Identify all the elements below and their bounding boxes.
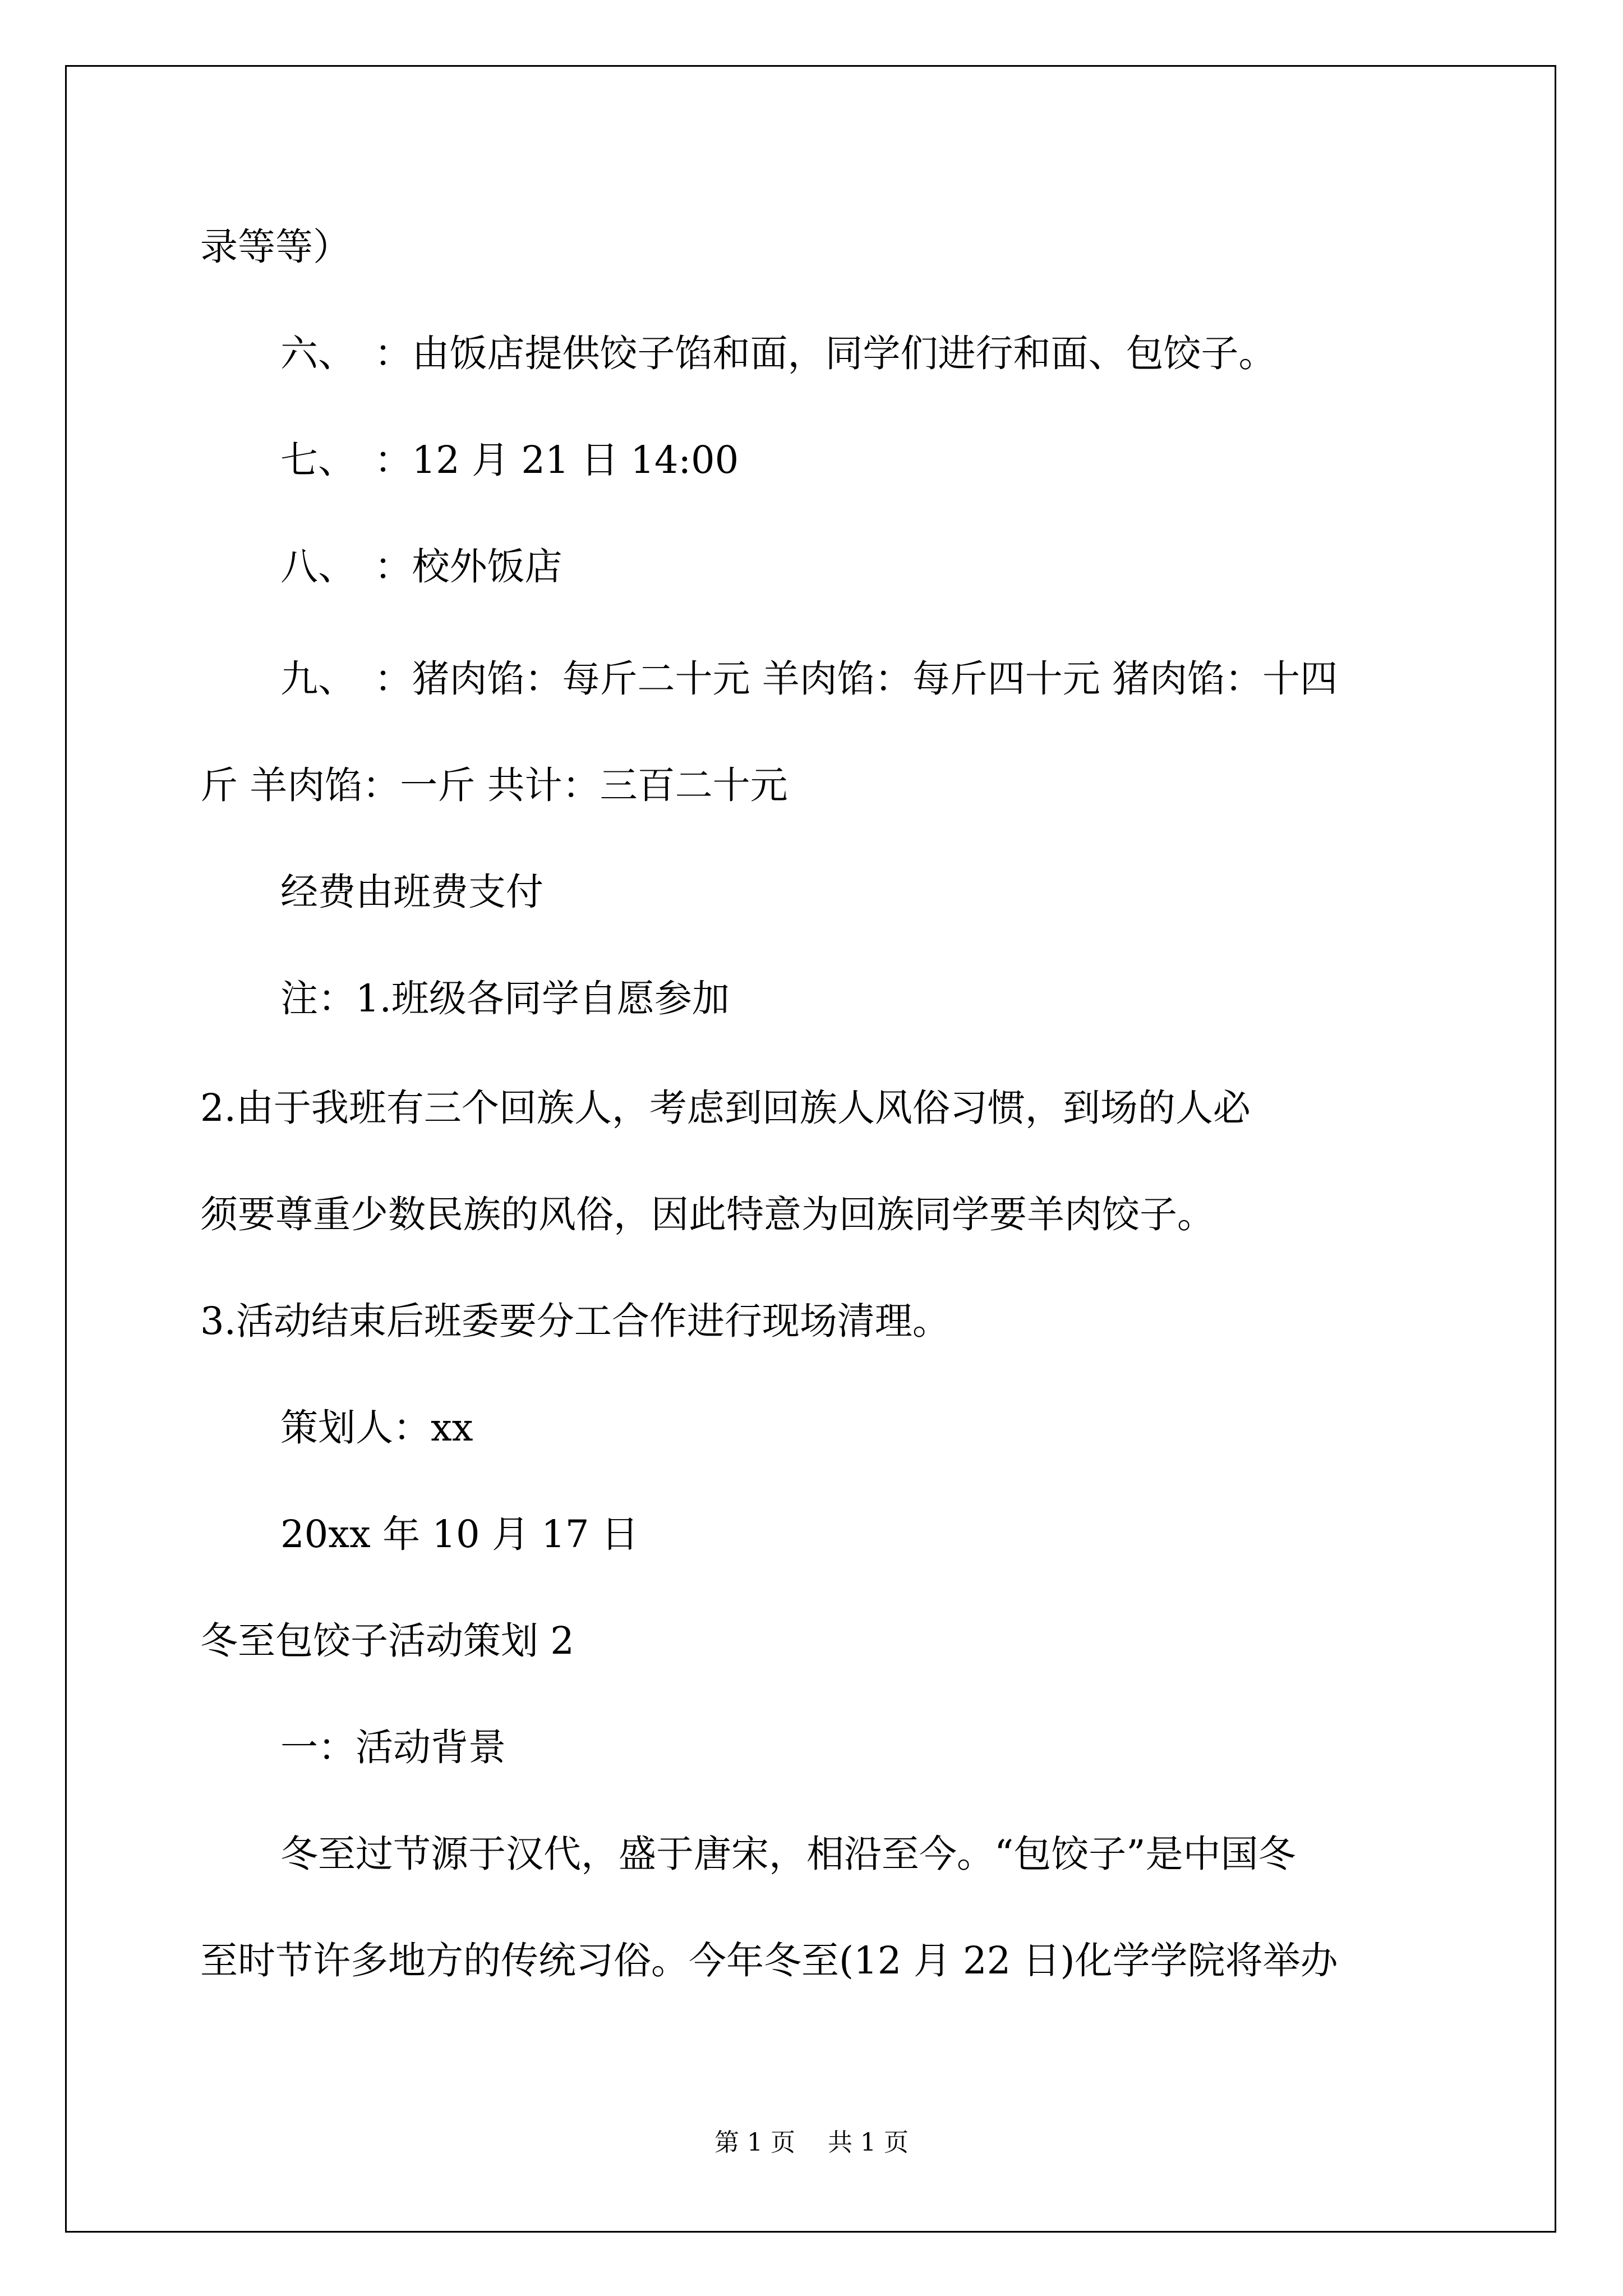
text-line: 经费由班费支付 <box>280 870 543 914</box>
text-line: 斤 羊肉馅：一斤 共计：三百二十元 <box>200 763 788 807</box>
page-border <box>65 65 1556 2233</box>
section-heading: 冬至包饺子活动策划 2 <box>200 1619 574 1663</box>
text-line: 注：1.班级各同学自愿参加 <box>280 977 730 1020</box>
text-line: 20xx 年 10 月 17 日 <box>280 1512 639 1556</box>
text-line: 六、 ：由饭店提供饺子馅和面，同学们进行和面、包饺子。 <box>280 332 1276 375</box>
text-line: 八、 ：校外饭店 <box>280 545 562 588</box>
text-line: 录等等） <box>200 225 351 269</box>
text-line: 3.活动结束后班委要分工合作进行现场清理。 <box>200 1299 950 1343</box>
text-line: 策划人：xx <box>280 1406 473 1450</box>
text-line: 冬至过节源于汉代，盛于唐宋，相沿至今。“包饺子”是中国冬 <box>280 1832 1296 1876</box>
page-footer: 第 1 页 共 1 页 <box>714 2128 909 2157</box>
text-line: 2.由于我班有三个回族人，考虑到回族人风俗习惯，到场的人必 <box>200 1086 1251 1130</box>
text-line: 九、 ：猪肉馅：每斤二十元 羊肉馅：每斤四十元 猪肉馅：十四 <box>280 657 1338 701</box>
text-line: 须要尊重少数民族的风俗，因此特意为回族同学要羊肉饺子。 <box>200 1193 1215 1236</box>
text-line: 七、 ：12 月 21 日 14:00 <box>280 438 739 482</box>
text-line: 一：活动背景 <box>280 1726 506 1769</box>
text-line: 至时节许多地方的传统习俗。今年冬至(12 月 22 日)化学学院将举办 <box>200 1939 1338 1982</box>
